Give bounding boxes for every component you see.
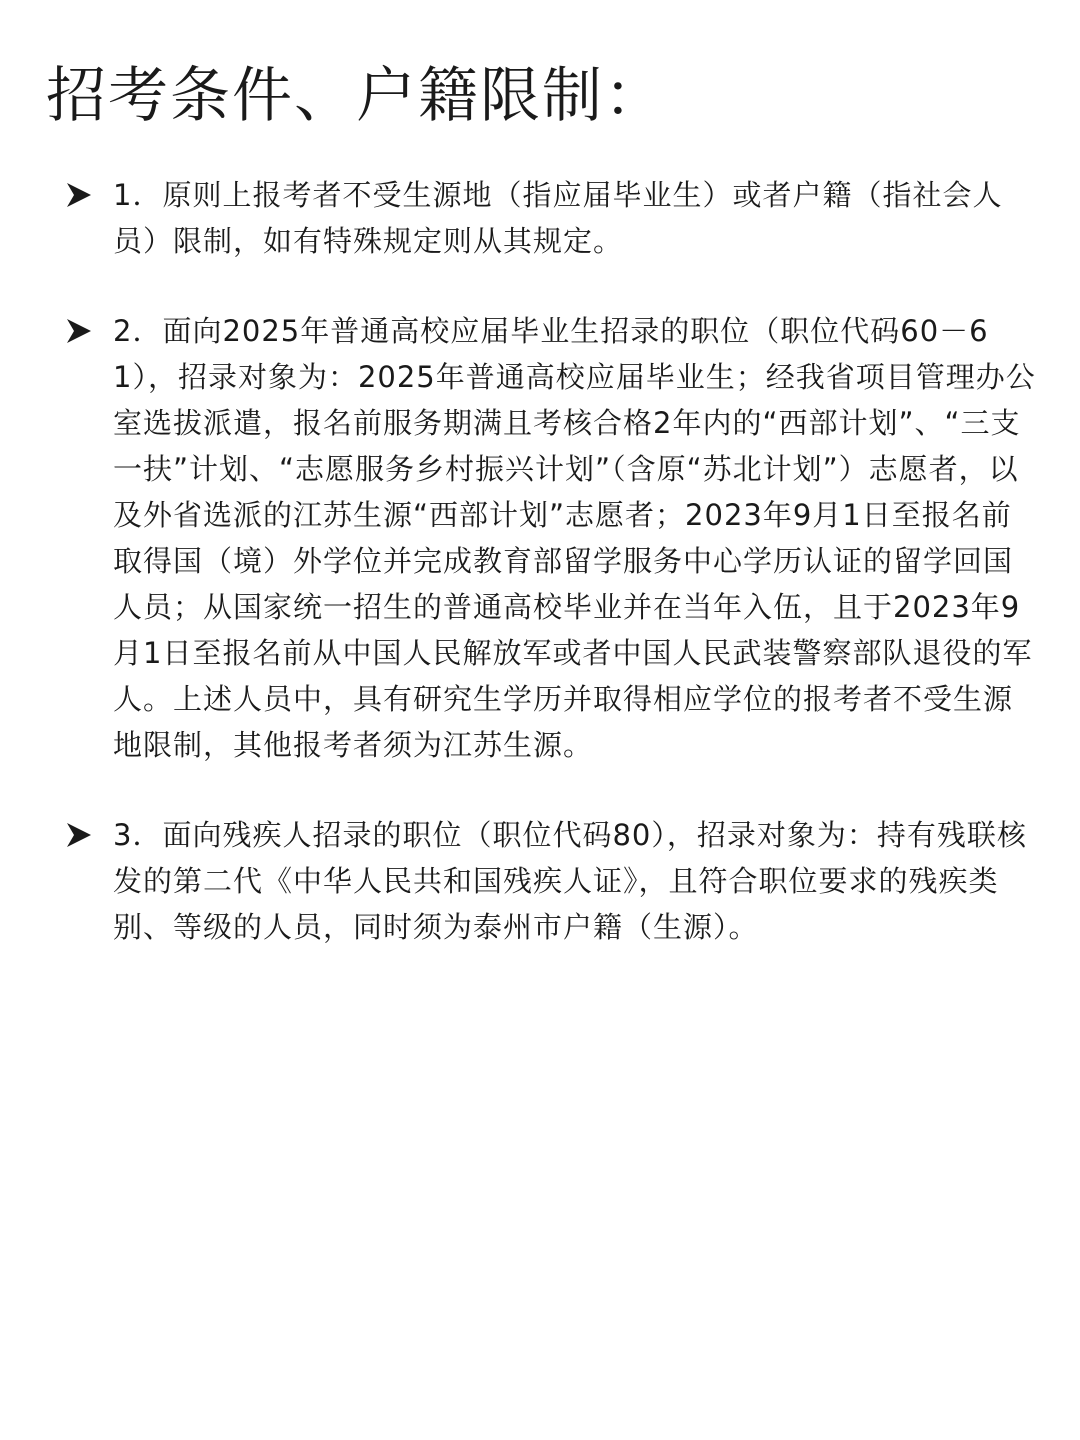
list-item-text: 3．面向残疾人招录的职位（职位代码80），招录对象为：持有残联核发的第二代《中华人民共和国残疾人证》，且符合职位要求的残疾类别、等级的人员，同时须为泰州市户籍（生源）。 [113, 818, 1027, 944]
condition-list [0, 172, 1080, 994]
list-item [0, 172, 1080, 264]
arrow-bullet-icon [66, 815, 92, 855]
list-item [0, 812, 1080, 950]
arrow-bullet-icon [66, 311, 92, 351]
list-item-text: 1．原则上报考者不受生源地（指应届毕业生）或者户籍（指社会人员）限制，如有特殊规定则从其规定。 [113, 178, 1003, 258]
list-item [0, 308, 1080, 768]
page-title: 招考条件、户籍限制： [46, 61, 666, 131]
arrow-bullet-icon [66, 175, 92, 215]
list-item-text: 2．面向2025年普通高校应届毕业生招录的职位（职位代码60－61），招录对象为：2025年普通高校应届毕业生；经我省项目管理办公室选拔派遣，报名前服务期满且考核合格2年内的“西部计划”、“三支一扶”计划、“志愿服务乡村振兴计划”（含原“苏北计划”）志愿者，以及外省选派的江苏生源“西部计划”志愿者；2023年9月1日至报名前取得国（境）外学位并完成教育部留学服务中心学历认证的留学回国人员；从国家统一招生的普通高校毕业并在当年入伍，且于2023年9月1日至报名前从中国人民解放军或者中国人民武装警察部队退役的军人。上述人员中，具有研究生学历并取得相应学位的报考者不受生源地限制，其他报考者须为江苏生源。 [113, 314, 1036, 762]
